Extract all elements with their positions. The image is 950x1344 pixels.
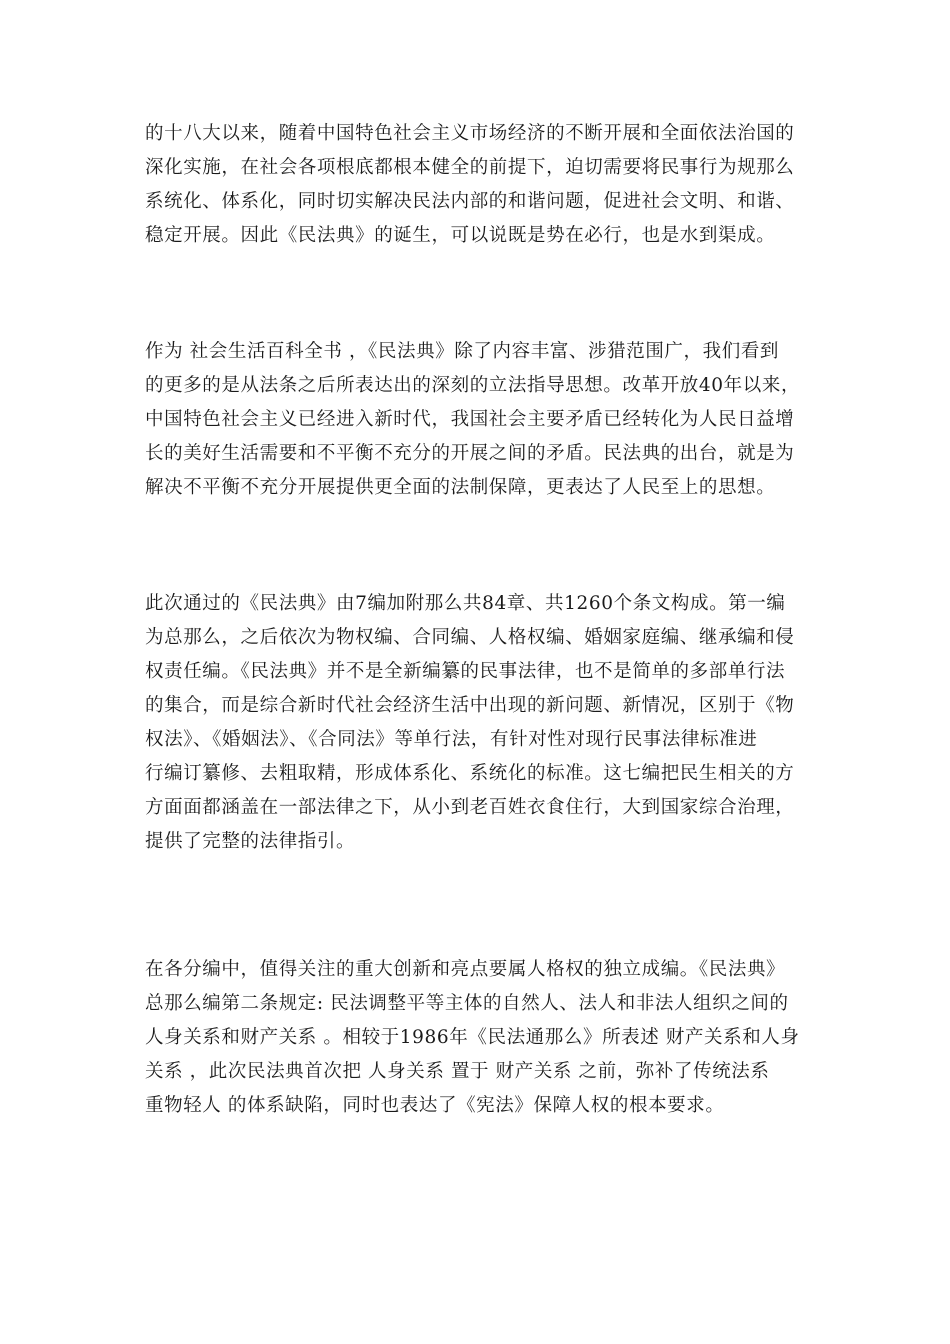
paragraph-line: 中国特色社会主义已经进入新时代，我国社会主要矛盾已经转化为人民日益增 [145,409,795,430]
paragraph-line: 行编订纂修、去粗取精，形成体系化、系统化的标准。这七编把民生相关的方 [145,763,795,784]
paragraph-line: 解决不平衡不充分开展提供更全面的法制保障，更表达了人民至上的思想。 [145,477,776,498]
paragraph-4 [145,953,815,1123]
paragraph-line: 提供了完整的法律指引。 [145,831,356,852]
paragraph-line: 此次通过的《民法典》由7编加附那么共84章、共1260个条文构成。第一编 [145,593,786,614]
paragraph-line: 权法》、《婚姻法》、《合同法》等单行法，有针对性对现行民事法律标准进 [145,729,758,750]
paragraph-line: 为总那么，之后依次为物权编、合同编、人格权编、婚姻家庭编、继承编和侵 [145,627,795,648]
paragraph-2 [145,335,815,505]
paragraph-line: 深化实施，在社会各项根底都根本健全的前提下，迫切需要将民事行为规那么 [145,157,795,178]
paragraph-line: 关系 ，此次民法典首次把 人身关系 置于 财产关系 之前，弥补了传统法系 [145,1061,770,1082]
paragraph-line: 权责任编。《民法典》并不是全新编纂的民事法律，也不是简单的多部单行法 [145,661,786,682]
paragraph-line: 稳定开展。因此《民法典》的诞生，可以说既是势在必行，也是水到渠成。 [145,225,776,246]
paragraph-line: 系统化、体系化，同时切实解决民法内部的和谐问题，促进社会文明、和谐、 [145,191,795,212]
paragraph-line: 的十八大以来，随着中国特色社会主义市场经济的不断开展和全面依法治国的 [145,123,795,144]
paragraph-line: 的集合，而是综合新时代社会经济生活中出现的新问题、新情况，区别于《物 [145,695,795,716]
paragraph-line: 重物轻人 的体系缺陷，同时也表达了《宪法》保障人权的根本要求。 [145,1095,725,1116]
paragraph-line: 方面面都涵盖在一部法律之下，从小到老百姓衣食住行，大到国家综合治理， [145,797,795,818]
paragraph-line: 作为 社会生活百科全书 ，《民法典》除了内容丰富、涉猎范围广，我们看到 [145,341,780,362]
paragraph-line: 长的美好生活需要和不平衡不充分的开展之间的矛盾。民法典的出台，就是为 [145,443,795,464]
paragraph-line: 在各分编中，值得关注的重大创新和亮点要属人格权的独立成编。《民法典》 [145,959,786,980]
paragraph-line: 的更多的是从法条之后所表达出的深刻的立法指导思想。改革开放40年以来， [145,375,801,396]
paragraph-line: 总那么编第二条规定: 民法调整平等主体的自然人、法人和非法人组织之间的 [145,993,789,1014]
paragraph-3 [145,587,815,859]
paragraph-1 [145,117,815,253]
paragraph-line: 人身关系和财产关系 。相较于1986年《民法通那么》所表述 财产关系和人身 [145,1027,800,1048]
